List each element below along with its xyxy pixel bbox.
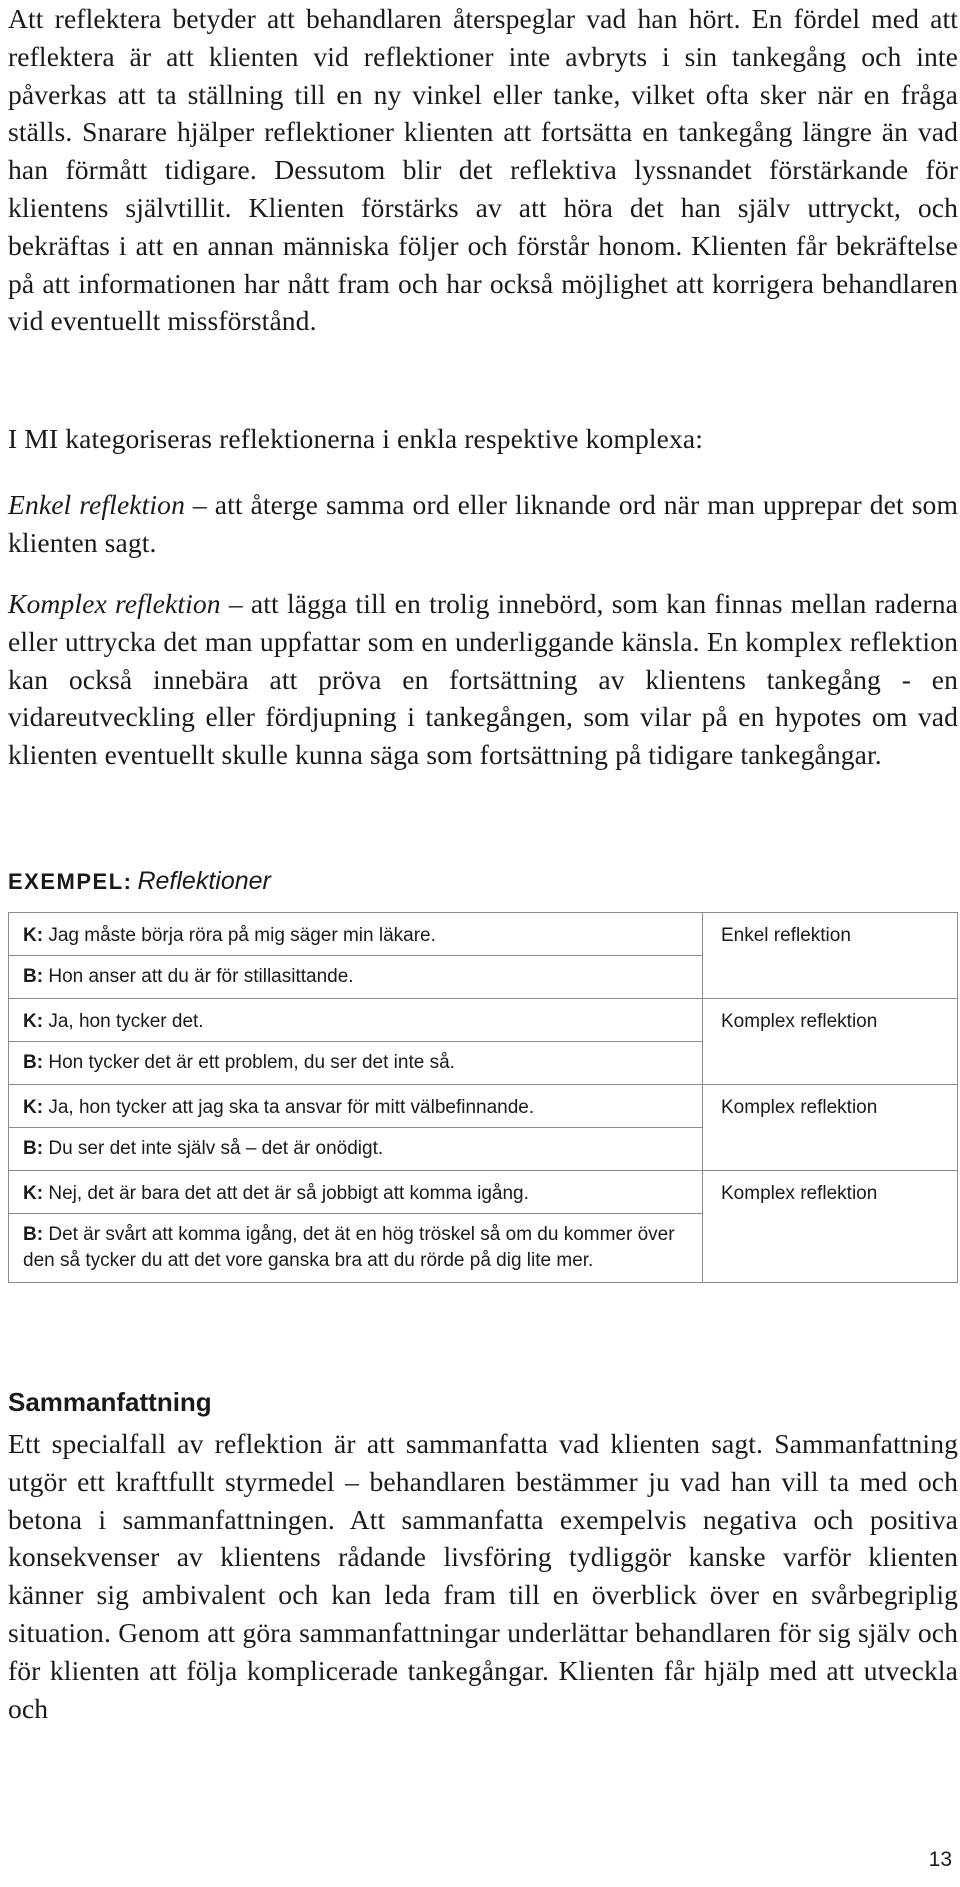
reflection-type-cell: Enkel reflektion (703, 913, 958, 999)
intro-paragraph: Att reflektera betyder att behandlaren återspeglar vad han hört. En fördel med att reflektera är att klienten vid reflektioner inte avbryts i sin tankegång och inte påverkas att ta ställning till en ny vinkel eller tanke, vilket ofta sker när en fråga ställs. Snarare hjälper reflektioner klienten att fortsätta en tankegång längre än vad han förmått tidigare. Dessutom blir det reflektiva lyssnandet förstärkande för klientens självtillit. Klienten förstärks av att höra det han själv uttryckt, och bekräftas i att en annan människa följer och förstår honom. Klienten får bekräftelse på att informationen har nått fram och har också möjlighet att korrigera behandlaren vid eventuellt missförstånd. (8, 3, 958, 337)
example-colon: : (123, 869, 131, 894)
table-row (9, 913, 958, 999)
categories-paragraph: I MI kategoriseras reflektionerna i enkla respektive komplexa: (8, 423, 704, 454)
table-row (9, 999, 958, 1085)
client-utterance: Ja, hon tycker att jag ska ta ansvar för mitt välbefinnande. (43, 1097, 535, 1118)
example-label: EXEMPEL (8, 869, 124, 894)
table-row (9, 1085, 958, 1171)
therapist-utterance: Hon tycker det är ett problem, du ser det inte så. (43, 1052, 455, 1073)
dialogue-cell (9, 913, 703, 999)
therapist-speaker: B: (23, 966, 44, 987)
therapist-utterance: Hon anser att du är för stillasittande. (43, 966, 354, 987)
client-speaker: K: (23, 1097, 44, 1118)
reflection-type-cell: Komplex reflektion (703, 1171, 958, 1283)
therapist-utterance: Det är svårt att komma igång, det ät en hög tröskel så om du kommer över den så tycker du att det vore ganska bra att du rörde på dig lite mer. (23, 1224, 675, 1271)
therapist-line (9, 1128, 702, 1170)
complex-reflection-text: – att lägga till en trolig innebörd, som kan finnas mellan raderna eller uttrycka det man uppfattar som en underliggande känsla. En komplex reflektion kan också innebära att pröva en fortsättning av klientens tankegång - en vidareutveckling eller fördjupning i tankegången, som vilar på en hypotes om vad klienten eventuellt skulle kunna säga som fortsättning på tidigare tankegångar. (8, 588, 958, 771)
therapist-speaker: B: (23, 1138, 44, 1159)
dialogue-cell (9, 1171, 703, 1283)
simple-reflection-text: – att återge samma ord eller liknande ord när man upprepar det som klienten sagt. (8, 489, 959, 558)
therapist-line (9, 1214, 702, 1282)
example-table (8, 912, 958, 1283)
client-utterance: Ja, hon tycker det. (43, 1011, 204, 1032)
simple-reflection-definition (8, 486, 958, 562)
therapist-speaker: B: (23, 1224, 44, 1245)
table-row (9, 1171, 958, 1283)
client-speaker: K: (23, 1011, 44, 1032)
summary-paragraph: Ett specialfall av reflektion är att sammanfatta vad klienten sagt. Sammanfattning utgör ett kraftfullt styrmedel – behandlaren bestämmer ju vad han vill ta med och betona i sammanfattningen. Att sammanfatta exempelvis negativa och positiva konsekvenser av klientens rådande livsföring tydliggör kanske varför klienten känner sig ambivalent och kan leda fram till en överblick över en svårbegriplig situation. Genom att göra sammanfattningar underlättar behandlaren för sig själv och för klienten att följa komplicerade tankegångar. Klienten får hjälp med att utveckla och (8, 1428, 958, 1724)
client-line (9, 913, 702, 956)
complex-reflection-term: Komplex reflektion (8, 588, 221, 619)
dialogue-cell (9, 999, 703, 1085)
page-number: 13 (928, 1848, 952, 1871)
client-speaker: K: (23, 1183, 44, 1204)
therapist-line (9, 1042, 702, 1084)
example-heading (8, 864, 271, 899)
dialogue-cell (9, 1085, 703, 1171)
client-line (9, 999, 702, 1042)
client-speaker: K: (23, 925, 44, 946)
client-line (9, 1085, 702, 1128)
reflection-type-cell: Komplex reflektion (703, 1085, 958, 1171)
therapist-line (9, 956, 702, 998)
client-utterance: Nej, det är bara det att det är så jobbigt att komma igång. (43, 1183, 529, 1204)
client-line (9, 1171, 702, 1214)
therapist-speaker: B: (23, 1052, 44, 1073)
example-title: Reflektioner (137, 867, 271, 895)
complex-reflection-definition (8, 585, 958, 774)
reflection-type-cell: Komplex reflektion (703, 999, 958, 1085)
simple-reflection-term: Enkel reflektion (8, 489, 185, 520)
therapist-utterance: Du ser det inte själv så – det är onödigt. (43, 1138, 384, 1159)
summary-heading: Sammanfattning (8, 1387, 212, 1417)
client-utterance: Jag måste börja röra på mig säger min läkare. (43, 925, 436, 946)
